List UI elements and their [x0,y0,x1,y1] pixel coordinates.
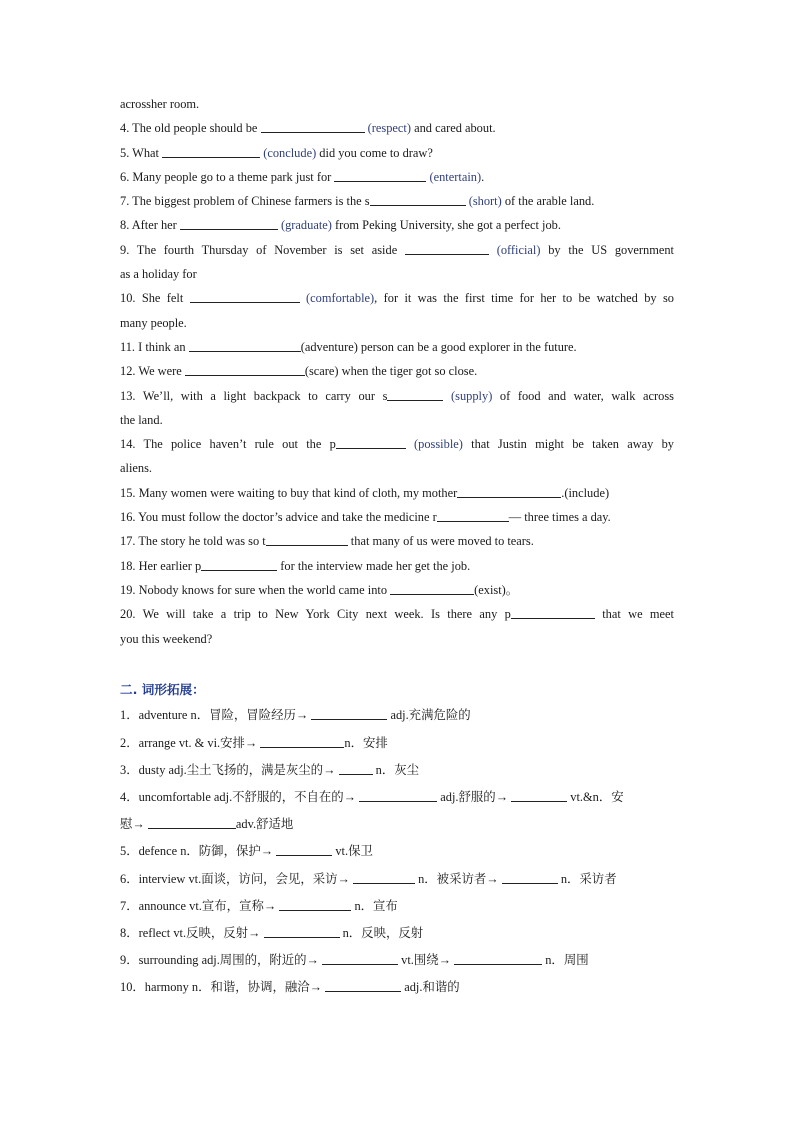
exercise-continuation: as a holiday for [120,267,197,282]
answer-blank[interactable] [437,509,509,522]
exercise-text: that many of us were moved to tears. [347,534,534,549]
answer-blank[interactable] [511,789,567,802]
answer-blank[interactable] [311,707,387,720]
exercise-continuation: acrossher room. [120,97,200,111]
word-entry [120,784,674,811]
exercise-text: 17. The story he told was so t [120,534,266,549]
exercise-text: 10. She felt [120,291,190,306]
word-entry [120,702,674,729]
answer-blank[interactable] [190,290,300,303]
answer-blank[interactable] [180,217,278,230]
answer-blank[interactable] [334,169,426,182]
entry-text: n．宣布 [351,898,398,913]
exercise-text: (exist)。 [474,582,519,597]
entry-text: vt.围绕→ [398,953,455,968]
entry-text: 4．uncomfortable adj.不舒服的，不自在的→ [120,789,360,804]
fill-in-exercises [120,92,674,651]
exercise-text: by the US government [540,242,674,257]
entry-text: adj.和谐的 [401,980,460,995]
exercise-text: 16. You must follow the doctor’s advice and take the medicine r [120,510,437,525]
exercise-text: 15. Many women were waiting to buy that kind of cloth, my mother [120,485,458,500]
answer-blank[interactable] [387,388,443,401]
answer-blank[interactable] [261,120,365,133]
answer-blank[interactable] [454,952,542,965]
exercise-text: 13. We’ll, with a light backpack to carry our s [120,388,388,403]
entry-text: 7．announce vt.宣布，宣称→ [120,898,280,913]
word-entry [120,893,674,920]
word-hint: (supply) [451,388,493,403]
entry-text: n．安排 [344,735,388,750]
exercise-text: 11. I think an [120,339,189,354]
exercise-text: 9. The fourth Thursday of November is set aside [120,242,405,257]
word-hint: (possible) [414,437,463,452]
exercise-item [120,165,674,189]
answer-blank[interactable] [325,979,401,992]
word-entry [120,947,674,974]
entry-text: 慰→ [120,817,148,832]
exercise-item [120,481,674,505]
entry-text: 9．surrounding adj.周围的，附近的→ [120,953,323,968]
exercise-text: — three times a day. [508,510,611,525]
entry-text: n．周围 [542,953,589,968]
exercise-item [120,141,674,165]
answer-blank[interactable] [189,339,301,352]
entry-text: vt.保卫 [332,844,373,859]
word-hint: (entertain) [429,169,482,184]
exercise-text: and cared about. [410,121,496,136]
word-hint: (official) [496,242,541,257]
answer-blank[interactable] [502,871,558,884]
entry-text: 6．interview vt.面谈，访问，会见，采访→ [120,871,353,886]
exercise-item [120,335,674,359]
exercise-item [120,213,674,237]
exercise-text: from Peking University, she got a perfect job. [331,218,561,233]
section-heading: 二. 词形拓展： [120,682,205,697]
answer-blank[interactable] [148,816,236,829]
exercise-text: . [481,169,485,184]
answer-blank[interactable] [405,242,489,255]
exercise-text: of the arable land. [501,194,595,209]
answer-blank[interactable] [370,193,466,206]
entry-text: 1．adventure n．冒险，冒险经历→ [120,708,312,723]
answer-blank[interactable] [185,363,305,376]
entry-text: adj.舒服的→ [437,789,512,804]
word-entry [120,866,674,893]
word-entry [120,838,674,865]
exercise-item [120,602,674,626]
exercise-item [120,238,674,262]
word-entry [120,920,674,947]
answer-blank[interactable] [511,606,595,619]
exercise-text: did you come to draw? [316,145,433,160]
entry-text: 5．defence n．防御，保护→ [120,844,277,859]
exercise-text: of food and water, walk across [492,388,674,403]
exercise-continuation: aliens. [120,461,152,476]
exercise-text: 19. Nobody knows for sure when the world came into [120,582,391,597]
entry-text: n．被采访者→ [415,871,502,886]
entry-text: adj.充满危险的 [387,708,471,723]
answer-blank[interactable] [322,952,398,965]
exercise-item [120,189,674,213]
answer-blank[interactable] [276,843,332,856]
exercise-item [120,116,674,140]
exercise-text: 18. Her earlier p [120,558,202,573]
answer-blank[interactable] [162,145,260,158]
exercise-continuation: the land. [120,412,163,427]
answer-blank[interactable] [339,762,373,775]
exercise-text: 4. The old people should be [120,121,261,136]
exercise-text: that Justin might be taken away by [462,437,674,452]
exercise-text: , for it was the first time for her to be watched by so [374,291,674,306]
entry-text: 10．harmony n．和谐，协调，融洽→ [120,980,326,995]
exercise-item [120,432,674,456]
entry-text: vt.&n．安 [567,789,624,804]
exercise-item [120,578,674,602]
exercise-item [120,554,674,578]
exercise-text: 14. The police haven’t rule out the p [120,437,336,452]
answer-blank[interactable] [457,485,561,498]
answer-blank[interactable] [266,533,348,546]
word-hint: (short) [468,194,502,209]
answer-blank[interactable] [201,558,277,571]
exercise-continuation: you this weekend? [120,631,213,646]
exercise-text: 20. We will take a trip to New York City next week. Is there any p [120,607,511,622]
exercise-item [120,286,674,310]
word-hint: (comfortable) [306,291,375,306]
entry-text: 8．reflect vt.反映，反射→ [120,925,264,940]
word-hint: (conclude) [263,145,317,160]
exercise-item [120,359,674,383]
entry-text: n．灰尘 [372,762,420,777]
word-entry [120,974,674,1001]
exercise-item [120,384,674,408]
entry-text: n．采访者 [557,871,617,886]
exercise-continuation: many people. [120,315,187,330]
word-formation-section [120,678,674,1002]
word-entry [120,757,674,784]
exercise-text: 5. What [120,145,163,160]
word-entry-continuation [120,811,674,838]
answer-blank[interactable] [260,735,344,748]
exercise-text: 12. We were [120,364,185,379]
exercise-item [120,529,674,553]
answer-blank[interactable] [359,789,437,802]
exercise-item [120,505,674,529]
exercise-text: (scare) when the tiger got so close. [304,364,478,379]
entry-text: n．反映，反射 [339,925,424,940]
exercise-text: 7. The biggest problem of Chinese farmers is the s [120,194,370,209]
exercise-text: 8. After her [120,218,180,233]
word-hint: (graduate) [280,218,332,233]
word-entry [120,730,674,757]
answer-blank[interactable] [336,436,406,449]
exercise-text: 6. Many people go to a theme park just for [120,169,335,184]
entry-text: 2．arrange vt. & vi.安排→ [120,735,261,750]
exercise-text: that we meet [594,607,674,622]
answer-blank[interactable] [353,871,415,884]
word-hint: (respect) [367,121,411,136]
exercise-text: for the interview made her get the job. [277,558,471,573]
answer-blank[interactable] [264,925,340,938]
entry-text: adv.舒适地 [235,817,294,832]
answer-blank[interactable] [279,898,351,911]
entry-text: 3．dusty adj.尘土飞扬的，满是灰尘的→ [120,762,339,777]
answer-blank[interactable] [390,582,474,595]
exercise-text: .(include) [561,485,610,500]
exercise-text: (adventure) person can be a good explorer in the future. [300,339,577,354]
